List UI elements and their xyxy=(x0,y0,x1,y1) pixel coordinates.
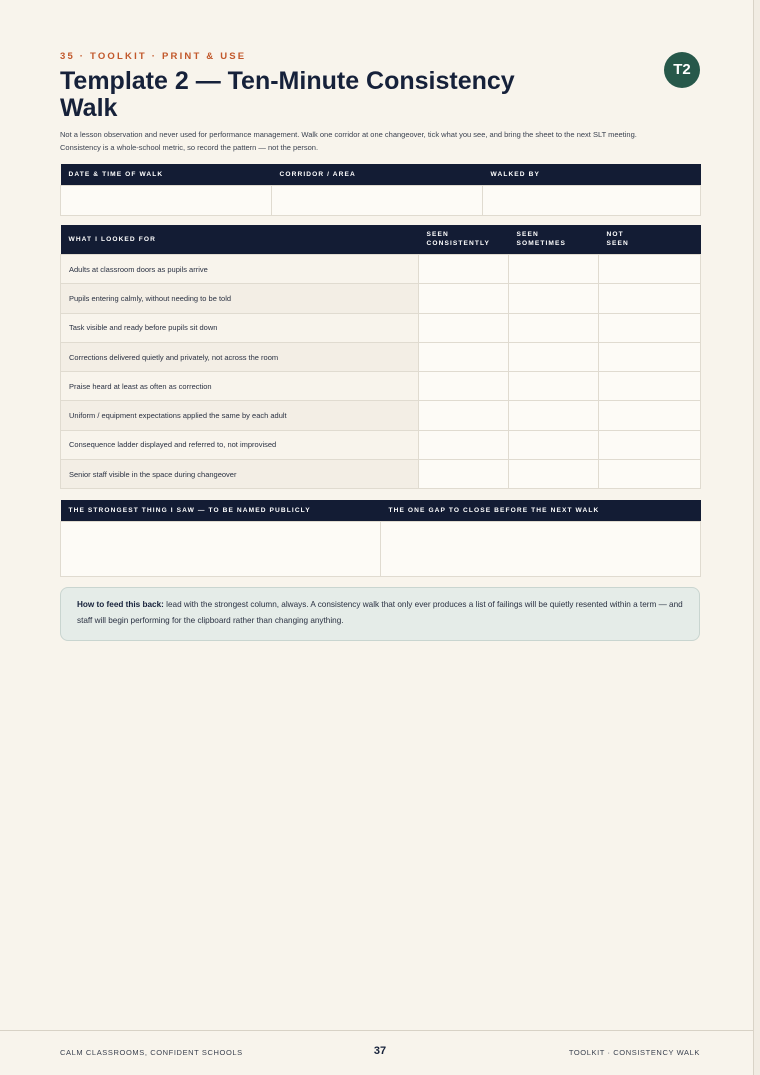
footer-divider xyxy=(0,1030,754,1031)
callout-body: lead with the strongest column, always. A consistency walk that only ever produces a list of failings will be quietly resented within a term — and staff will begin performing for the clipboard rather than changing anything. xyxy=(77,600,683,625)
section-kicker: 35 · TOOLKIT · PRINT & USE xyxy=(60,51,247,62)
seen-consistently-cell[interactable] xyxy=(419,284,509,313)
strongest-thing-field[interactable] xyxy=(61,522,381,577)
checklist-item-label: Pupils entering calmly, without needing to be told xyxy=(61,284,419,313)
header-one-gap: THE ONE GAP TO CLOSE BEFORE THE NEXT WALK xyxy=(381,500,701,522)
seen-sometimes-cell[interactable] xyxy=(509,460,599,489)
checklist-row xyxy=(61,430,701,459)
checklist-item-label: Corrections delivered quietly and privately, not across the room xyxy=(61,342,419,371)
header-what-i-looked-for: WHAT I LOOKED FOR xyxy=(61,225,419,255)
reflection-table xyxy=(60,500,701,577)
checklist-row xyxy=(61,372,701,401)
checklist-item-label: Consequence ladder displayed and referred to, not improvised xyxy=(61,430,419,459)
seen-sometimes-cell[interactable] xyxy=(509,342,599,371)
seen-consistently-cell[interactable] xyxy=(419,372,509,401)
seen-sometimes-cell[interactable] xyxy=(509,313,599,342)
checklist-row xyxy=(61,460,701,489)
footer-section-title: TOOLKIT · CONSISTENCY WALK xyxy=(568,1048,700,1057)
checklist-item-label: Task visible and ready before pupils sit down xyxy=(61,313,419,342)
header-date-time: DATE & TIME OF WALK xyxy=(61,164,272,186)
not-seen-cell[interactable] xyxy=(599,255,701,284)
walked-by-field[interactable] xyxy=(483,186,701,216)
checklist-item-label: Adults at classroom doors as pupils arrive xyxy=(61,255,419,284)
template-badge: T2 xyxy=(664,52,700,88)
not-seen-cell[interactable] xyxy=(599,460,701,489)
one-gap-field[interactable] xyxy=(381,522,701,577)
header-seen-sometimes: SEEN SOMETIMES xyxy=(509,225,599,255)
feedback-callout xyxy=(60,587,700,641)
seen-consistently-cell[interactable] xyxy=(419,460,509,489)
not-seen-cell[interactable] xyxy=(599,313,701,342)
checklist-item-label: Senior staff visible in the space during changeover xyxy=(61,460,419,489)
header-walked-by: WALKED BY xyxy=(483,164,701,186)
checklist-row xyxy=(61,401,701,430)
not-seen-cell[interactable] xyxy=(599,284,701,313)
checklist-header-row xyxy=(61,225,701,255)
seen-sometimes-cell[interactable] xyxy=(509,284,599,313)
checklist-row xyxy=(61,342,701,371)
checklist-row xyxy=(61,284,701,313)
seen-sometimes-cell[interactable] xyxy=(509,401,599,430)
page-title: Template 2 — Ten-Minute Consistency Walk xyxy=(60,67,515,122)
page-number: 37 xyxy=(373,1045,387,1057)
checklist-row xyxy=(61,255,701,284)
not-seen-cell[interactable] xyxy=(599,430,701,459)
reflection-entry-row xyxy=(61,522,701,577)
not-seen-cell[interactable] xyxy=(599,342,701,371)
seen-consistently-cell[interactable] xyxy=(419,313,509,342)
walk-details-table xyxy=(60,164,701,216)
seen-sometimes-cell[interactable] xyxy=(509,372,599,401)
intro-text: Not a lesson observation and never used for performance management. Walk one corridor at one changeover, tick what you see, and bring the sheet to the next SLT meeting. Consistency is a whole-school metric, so record the pattern — not the person. xyxy=(60,130,637,152)
header-not-seen: NOT SEEN xyxy=(599,225,701,255)
header-seen-consistently: SEEN CONSISTENTLY xyxy=(419,225,509,255)
seen-sometimes-cell[interactable] xyxy=(509,255,599,284)
checklist-item-label: Uniform / equipment expectations applied the same by each adult xyxy=(61,401,419,430)
checklist-row xyxy=(61,313,701,342)
checklist-item-label: Praise heard at least as often as correction xyxy=(61,372,419,401)
walk-details-entry-row xyxy=(61,186,701,216)
seen-consistently-cell[interactable] xyxy=(419,401,509,430)
seen-sometimes-cell[interactable] xyxy=(509,430,599,459)
checklist-table xyxy=(60,225,701,489)
corridor-area-field[interactable] xyxy=(272,186,483,216)
footer-book-title: CALM CLASSROOMS, CONFIDENT SCHOOLS xyxy=(60,1048,243,1057)
seen-consistently-cell[interactable] xyxy=(419,430,509,459)
callout-lead: How to feed this back: xyxy=(77,600,164,609)
header-corridor-area: CORRIDOR / AREA xyxy=(272,164,483,186)
not-seen-cell[interactable] xyxy=(599,372,701,401)
walk-details-header-row xyxy=(61,164,701,186)
date-time-field[interactable] xyxy=(61,186,272,216)
not-seen-cell[interactable] xyxy=(599,401,701,430)
page-edge xyxy=(753,0,760,1075)
reflection-header-row xyxy=(61,500,701,522)
seen-consistently-cell[interactable] xyxy=(419,342,509,371)
seen-consistently-cell[interactable] xyxy=(419,255,509,284)
header-strongest-thing: THE STRONGEST THING I SAW — TO BE NAMED PUBLICLY xyxy=(61,500,381,522)
